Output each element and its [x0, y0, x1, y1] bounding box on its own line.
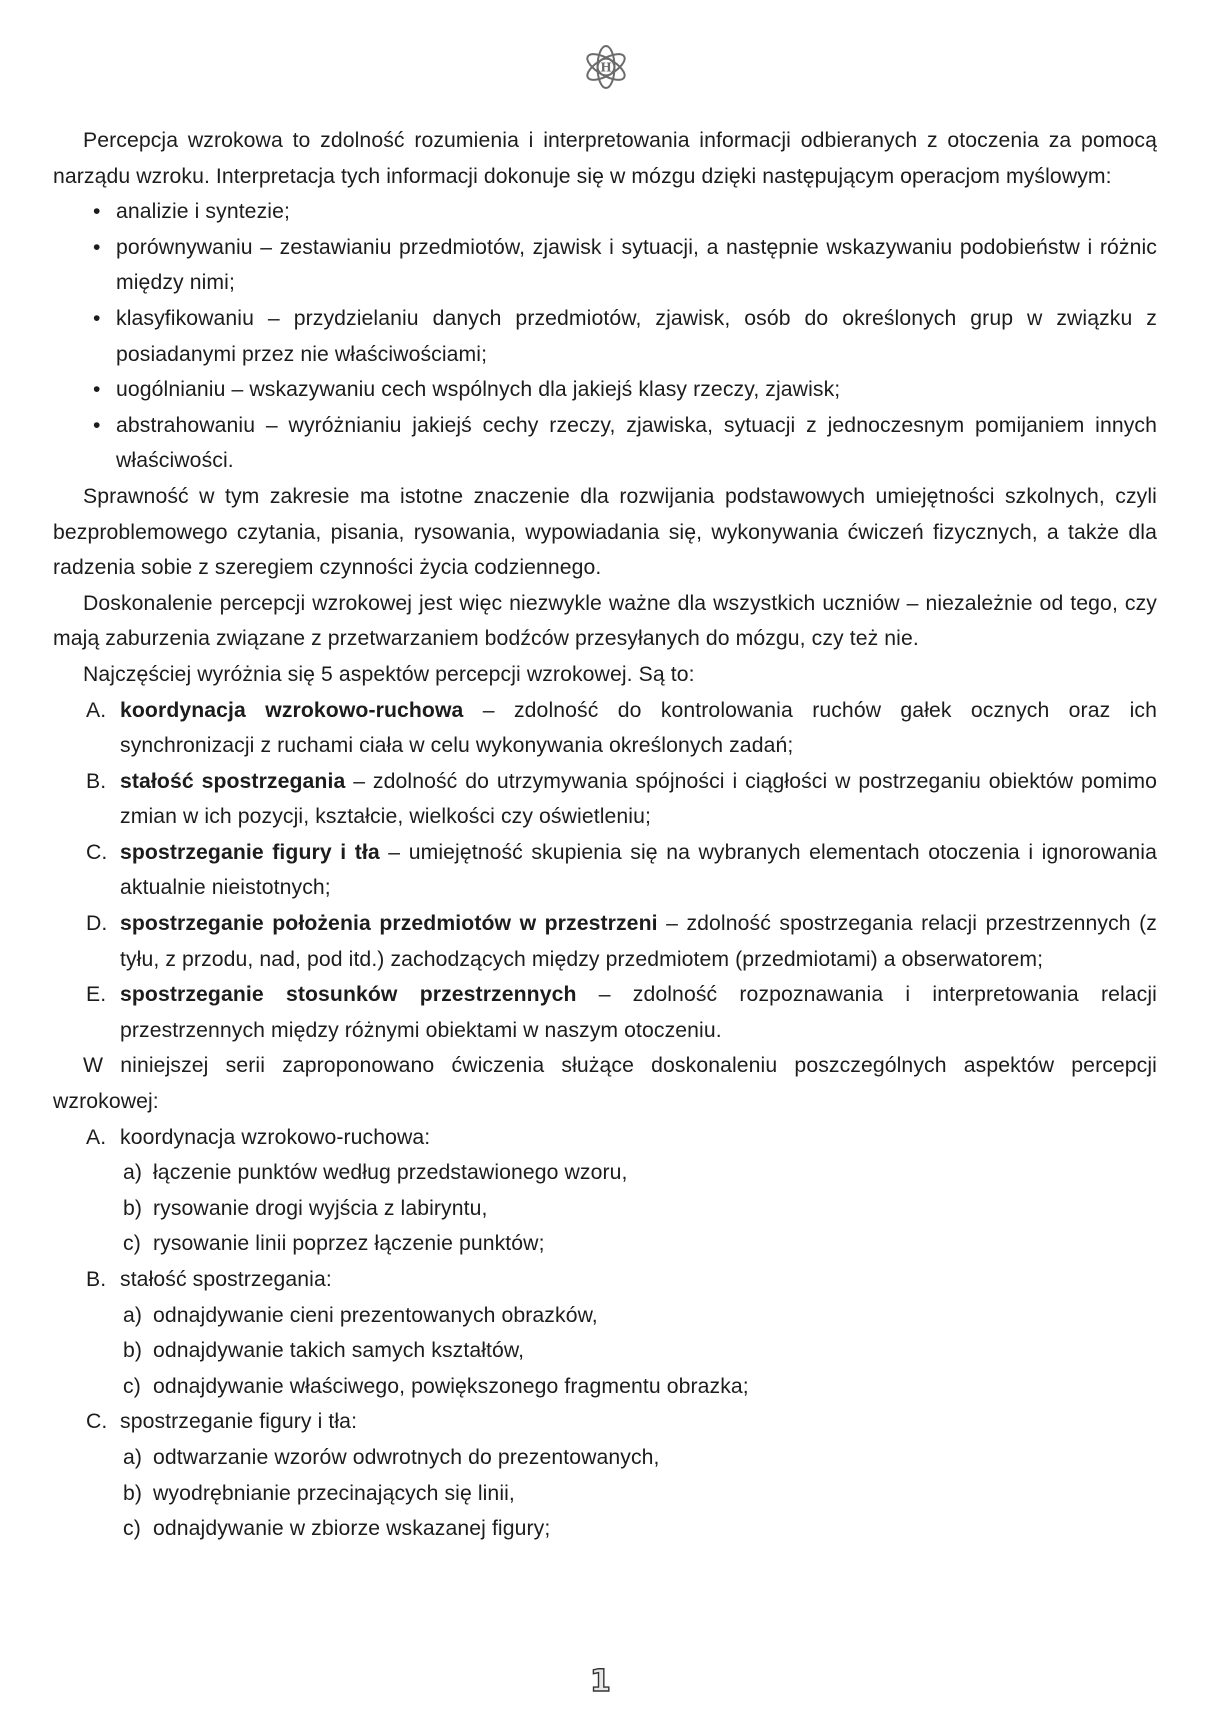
list-marker: B.	[86, 1268, 107, 1291]
list-marker: b)	[123, 1481, 143, 1505]
exercise-sublist	[53, 1155, 1157, 1262]
list-marker: a)	[123, 1303, 143, 1327]
list-item	[53, 301, 1157, 372]
list-item	[53, 408, 1157, 479]
list-marker: D.	[86, 912, 108, 936]
aspect-definition: – zdolność do utrzymywania spójności i ciągłości w postrzeganiu obiektów pomimo zmian w ich pozycji, kształcie, wielkości czy oświetleniu;	[120, 769, 1157, 829]
list-item	[53, 194, 1157, 230]
exercise-item	[53, 1155, 1157, 1191]
exercise-item	[53, 1333, 1157, 1369]
list-marker: B.	[86, 769, 107, 793]
exercise-text: odnajdywanie właściwego, powiększonego fragmentu obrazka;	[153, 1374, 749, 1398]
list-marker: E.	[86, 983, 107, 1007]
exercises-list	[53, 1120, 1157, 1156]
bullet-icon: •	[93, 413, 101, 437]
aspect-definition: – zdolność spostrzegania relacji przestrzennych (z tyłu, z przodu, nad, pod itd.) zachodzących między przedmiotem (przedmiotami) a obserwatorem;	[120, 912, 1157, 971]
list-marker: C.	[86, 1410, 108, 1434]
aspect-term: spostrzeganie figury i tła	[120, 840, 380, 864]
exercise-group	[53, 1404, 1157, 1440]
exercises-list	[53, 1404, 1157, 1440]
operation-text: porównywaniu – zestawianiu przedmiotów, zjawisk i sytuacji, a następnie wskazywaniu podobieństw i różnic między nimi;	[116, 235, 1157, 295]
aspect-definition: – umiejętność skupienia się na wybranych elementach otoczenia i ignorowania aktualnie nieistotnych;	[120, 840, 1157, 900]
exercise-text: odnajdywanie takich samych kształtów,	[153, 1339, 525, 1363]
operations-list	[53, 194, 1157, 479]
exercise-group	[53, 1262, 1157, 1298]
paragraph-series: W niniejszej serii zaproponowano ćwiczenia służące doskonaleniu poszczególnych aspektów percepcji wzrokowej:	[53, 1054, 1157, 1114]
exercise-item	[53, 1440, 1157, 1476]
exercise-item	[53, 1476, 1157, 1512]
bullet-icon: •	[93, 200, 101, 224]
document-body	[53, 123, 1157, 1547]
exercise-group	[53, 1120, 1157, 1156]
exercise-group-title: stałość spostrzegania:	[120, 1268, 332, 1291]
page-number: 1	[590, 1664, 611, 1699]
list-marker: a)	[123, 1445, 143, 1469]
aspect-item	[53, 977, 1157, 1048]
aspect-definition: – zdolność do kontrolowania ruchów gałek ocznych oraz ich synchronizacji z ruchami ciała w celu wykonywania określonych zadań;	[120, 698, 1157, 758]
exercise-item	[53, 1298, 1157, 1334]
list-marker: b)	[123, 1339, 143, 1363]
bullet-icon: •	[93, 235, 101, 259]
aspect-definition: – zdolność rozpoznawania i interpretowania relacji przestrzennych między różnymi obiektami w naszym otoczeniu.	[120, 983, 1157, 1042]
exercise-text: odtwarzanie wzorów odwrotnych do prezentowanych,	[153, 1445, 660, 1469]
operation-text: uogólnianiu – wskazywaniu cech wspólnych dla jakiejś klasy rzeczy, zjawisk;	[116, 378, 841, 402]
exercise-text: odnajdywanie cieni prezentowanych obrazków,	[153, 1303, 598, 1327]
aspect-item	[53, 764, 1157, 835]
list-marker: a)	[123, 1161, 143, 1185]
operation-text: analizie i syntezie;	[116, 200, 290, 224]
bullet-icon: •	[93, 306, 101, 330]
exercise-sublist	[53, 1440, 1157, 1547]
list-marker: A.	[86, 1125, 107, 1149]
paragraph-skills: Sprawność w tym zakresie ma istotne znaczenie dla rozwijania podstawowych umiejętności szkolnych, czyli bezproblemowego czytania, pisania, rysowania, wypowiadania się, wykonywania ćwiczeń fizycznych, a także dla radzenia sobie z szeregiem czynności życia codziennego.	[53, 484, 1157, 580]
aspects-list	[53, 693, 1157, 1049]
logo-letter: H	[600, 60, 612, 75]
aspect-item	[53, 835, 1157, 906]
list-marker: A.	[86, 698, 107, 722]
intro-paragraph: Percepcja wzrokowa to zdolność rozumienia i interpretowania informacji odbieranych z otoczenia za pomocą narządu wzroku. Interpretacja tych informacji dokonuje się w mózgu dzięki następującym operacjom myślowym:	[53, 129, 1157, 188]
exercise-sublist	[53, 1298, 1157, 1405]
paragraph-importance: Doskonalenie percepcji wzrokowej jest więc niezwykle ważne dla wszystkich uczniów – niezależnie od tego, czy mają zaburzenia związane z przetwarzaniem bodźców przesyłanych do mózgu, czy też nie.	[53, 591, 1157, 651]
list-marker: c)	[123, 1374, 141, 1398]
exercise-text: wyodrębnianie przecinających się linii,	[153, 1481, 515, 1505]
operation-text: abstrahowaniu – wyróżnianiu jakiejś cechy rzeczy, zjawiska, sytuacji z jednoczesnym pomijaniem innych właściwości.	[116, 413, 1157, 473]
exercise-group-title: spostrzeganie figury i tła:	[120, 1410, 358, 1434]
aspect-term: spostrzeganie stosunków przestrzennych	[120, 983, 577, 1007]
exercise-text: rysowanie drogi wyjścia z labiryntu,	[153, 1196, 488, 1220]
list-marker: c)	[123, 1517, 141, 1541]
exercise-text: odnajdywanie w zbiorze wskazanej figury;	[153, 1517, 551, 1541]
exercise-item	[53, 1369, 1157, 1405]
aspect-term: spostrzeganie położenia przedmiotów w przestrzeni	[120, 912, 658, 936]
exercise-text: rysowanie linii poprzez łączenie punktów;	[153, 1232, 545, 1256]
paragraph-aspects-intro: Najczęściej wyróżnia się 5 aspektów percepcji wzrokowej. Są to:	[83, 662, 695, 686]
exercise-item	[53, 1511, 1157, 1547]
operation-text: klasyfikowaniu – przydzielaniu danych przedmiotów, zjawisk, osób do określonych grup w związku z posiadanymi przez nie właściwościami;	[116, 306, 1157, 366]
atom-h-logo-icon	[583, 44, 629, 90]
list-marker: C.	[86, 840, 108, 864]
exercise-text: łączenie punktów według przedstawionego wzoru,	[153, 1161, 628, 1185]
exercise-group-title: koordynacja wzrokowo-ruchowa:	[120, 1125, 431, 1149]
exercises-list	[53, 1262, 1157, 1298]
aspect-term: stałość spostrzegania	[120, 769, 346, 793]
list-marker: b)	[123, 1196, 143, 1220]
list-item	[53, 372, 1157, 408]
aspect-item	[53, 693, 1157, 764]
exercise-item	[53, 1226, 1157, 1262]
list-marker: c)	[123, 1232, 141, 1256]
bullet-icon: •	[93, 378, 101, 402]
list-item	[53, 230, 1157, 301]
exercise-item	[53, 1191, 1157, 1227]
aspect-term: koordynacja wzrokowo-ruchowa	[120, 698, 464, 722]
aspect-item	[53, 906, 1157, 977]
